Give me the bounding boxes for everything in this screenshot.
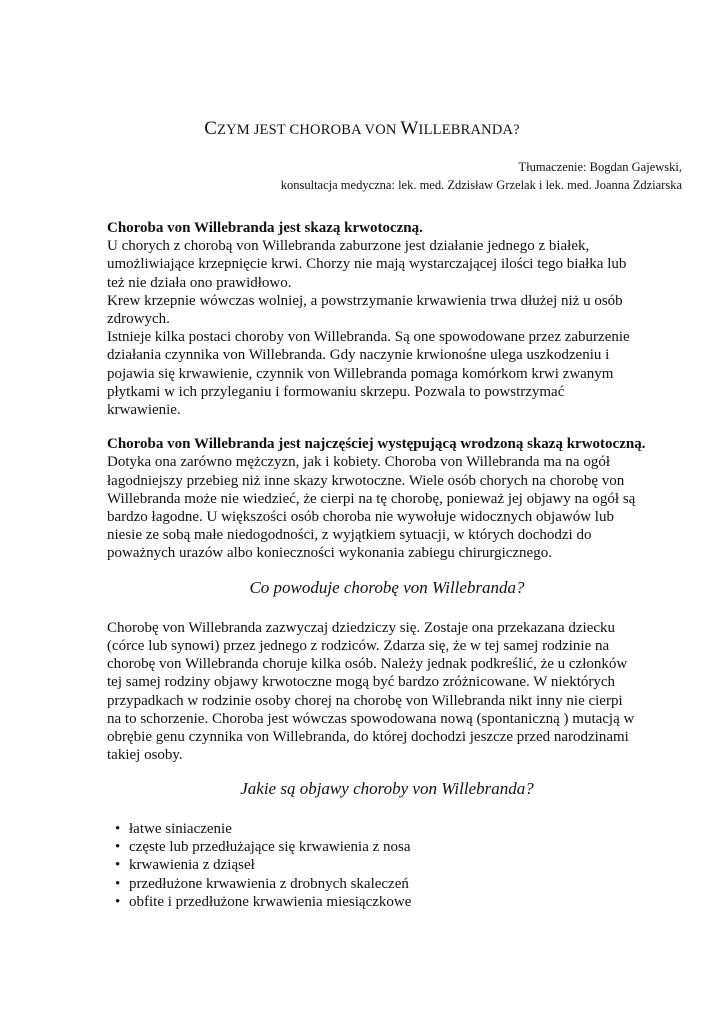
bullet-icon: • [115,875,121,892]
paragraph-3 [107,619,667,765]
text-line: obrębie genu czynnika von Willebranda, do której dochodzi jeszcze przed narodzinami [107,729,629,746]
consultation-line: konsultacja medyczna: lek. med. Zdzisław Grzelak i lek. med. Joanna Zdziarska [280,178,682,192]
text-line: przypadkach w rodzinie osoby chorej na chorobę von Willebranda nikt inny nie cierpi [107,692,623,709]
text-line: płytkami w ich przyleganiu i formowaniu skrzepu. Pozwala to powstrzymać [107,383,565,400]
text-line: takiej osoby. [107,747,183,764]
paragraph-2 [107,435,667,562]
bullet-icon: • [115,857,121,874]
text-line: też nie działa ono prawidłowo. [107,274,292,291]
list-item [115,856,667,874]
text-line: na to schorzenie. Choroba jest wówczas spowodowana nową (spontaniczną ) mutacją w [107,710,635,727]
symptoms-list [107,820,667,911]
list-item [115,838,667,856]
title-small-caps-2: ILLEBRANDA? [418,122,520,138]
translator-line: Tłumaczenie: Bogdan Gajewski, [518,160,682,174]
title-initial: C [204,118,218,139]
text-line: umożliwiające krzepnięcie krwi. Chorzy nie mają wystarczającej ilości tego białka lub [107,256,627,273]
text-line: pojawia się krwawienie, czynnik von Willebranda pomaga komórkom krwi zwanym [107,365,614,382]
bullet-icon: • [115,893,121,910]
text-line: niesie ze sobą małe niedogodności, z wyjątkiem sytuacji, w których dochodzi do [107,527,592,544]
paragraph-1 [107,219,667,419]
text-line: bardzo łagodne. U większości osób choroba nie wywołuje widocznych objawów lub [107,509,614,526]
list-item-text: przedłużone krwawienia z drobnych skaleczeń [129,875,409,892]
document-body [107,219,667,911]
title-initial-w: W [400,118,419,139]
text-line: Istnieje kilka postaci choroby von Willebranda. Są one spowodowane przez zaburzenie [107,329,630,346]
bullet-icon: • [115,838,121,855]
credits [202,158,682,194]
paragraph-1-lead: Choroba von Willebranda jest skazą krwotoczną. [107,220,423,236]
text-line: krwawienie. [107,402,181,419]
heading-cause: Co powoduje chorobę von Willebranda? [249,577,525,597]
bullet-icon: • [115,820,121,837]
text-line: Krew krzepnie wówczas wolniej, a powstrzymanie krwawienia trwa dłużej niż u osób [107,292,623,309]
title-small-caps-1: ZYM JEST CHOROBA VON [217,122,401,138]
text-line: zdrowych. [107,311,170,328]
text-line: U chorych z chorobą von Willebranda zaburzone jest działanie jednego z białek, [107,238,590,255]
text-line: tej samej rodziny objawy krwotoczne mogą być bardzo zróżnicowane. W niektórych [107,674,616,691]
text-line: działania czynnika von Willebranda. Gdy naczynie krwionośne ulega uszkodzeniu i [107,347,610,364]
list-item-text: częste lub przedłużające się krwawienia z nosa [129,838,411,855]
text-line: poważnych urazów albo konieczności wykonania zabiegu chirurgicznego. [107,545,552,562]
list-item [115,875,667,893]
list-item [115,820,667,838]
list-item [115,893,667,911]
list-item-text: obfite i przedłużone krwawienia miesiączkowe [129,893,412,910]
text-line: Willebranda może nie wiedzieć, że cierpi na tę chorobę, ponieważ jej objawy na ogół są [107,490,636,507]
text-line: łagodniejszy przebieg niż inne skazy krwotoczne. Wiele osób chorych na chorobę von [107,472,625,489]
text-line: Dotyka ona zarówno mężczyzn, jak i kobiety. Choroba von Willebranda ma na ogół [107,454,610,471]
text-line: chorobę von Willebranda choruje kilka osób. Należy jednak podkreślić, że u członków [107,656,628,673]
heading-symptoms: Jakie są objawy choroby von Willebranda? [240,779,534,799]
text-line: (córce lub synowi) przez jednego z rodziców. Zdarza się, że w tej samej rodzinie na [107,638,610,655]
paragraph-2-lead: Choroba von Willebranda jest najczęściej występującą wrodzoną skazą krwotoczną. [107,436,646,453]
text-line: Chorobę von Willebranda zazwyczaj dziedziczy się. Zostaje ona przekazana dziecku [107,619,616,636]
document-title [0,118,724,140]
list-item-text: łatwe siniaczenie [129,820,232,837]
list-item-text: krwawienia z dziąseł [129,857,255,874]
